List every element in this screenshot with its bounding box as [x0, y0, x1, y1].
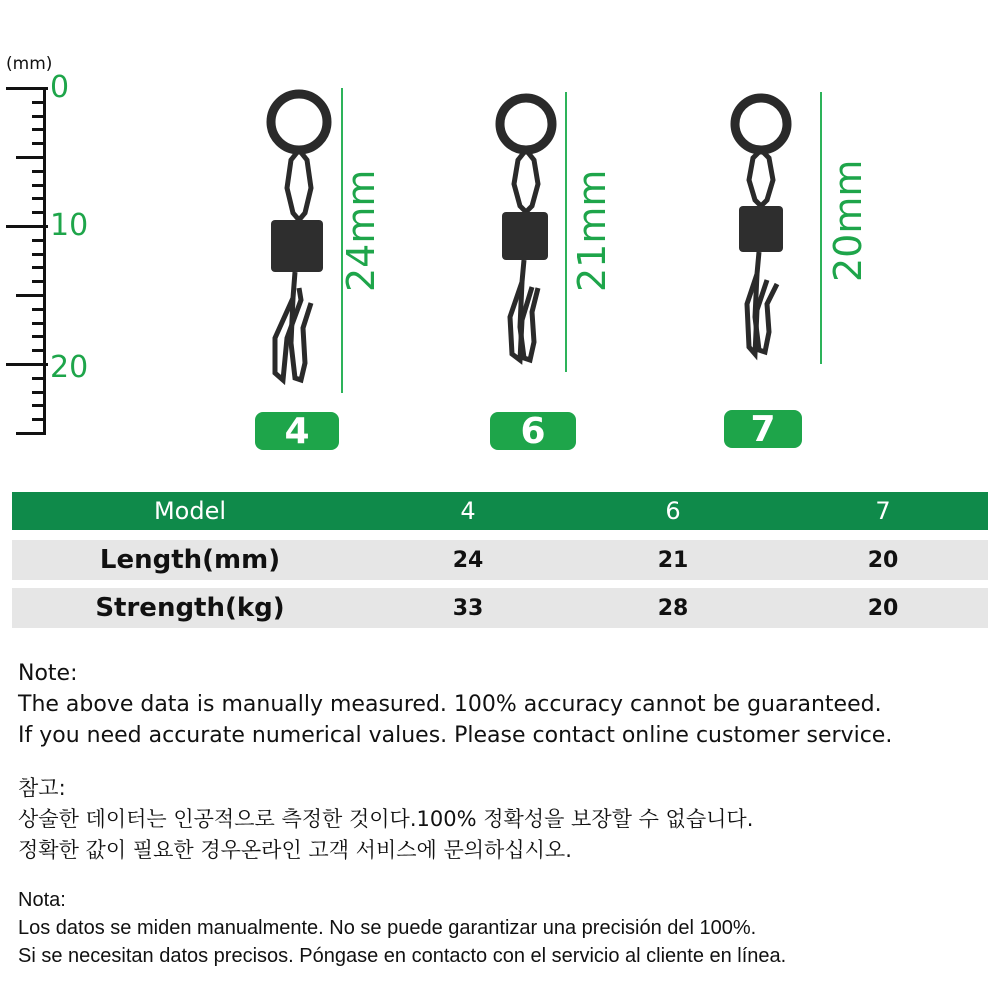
measurement-ruler [0, 0, 110, 460]
ruler-tick [6, 363, 48, 366]
note-line: 정확한 값이 필요한 경우온라인 고객 서비스에 문의하십시오. [18, 838, 572, 862]
note-korean [18, 773, 753, 866]
ruler-tick [32, 197, 46, 200]
note-line: Los datos se miden manualmente. No se puede garantizar una precisión del 100%. [18, 917, 757, 939]
ruler-tick [16, 432, 46, 435]
size-label-model-7: 20mm [826, 159, 870, 282]
table-header-cell: 4 [460, 497, 476, 525]
ruler-tick [32, 377, 46, 380]
ruler-tick [16, 294, 46, 297]
note-line: Si se necesitan datos precisos. Póngase en contacto con el servicio al cliente en línea. [18, 945, 787, 967]
table-cell: 24 [452, 547, 484, 573]
table-header-cell: Model [153, 497, 227, 525]
size-guide-line [565, 92, 567, 372]
ruler-tick [32, 142, 46, 145]
table-cell: 20 [867, 595, 899, 621]
ruler-tick [32, 404, 46, 407]
table-cell: 20 [867, 547, 899, 573]
ruler-label-10: 10 [50, 208, 89, 243]
table-row [12, 588, 988, 628]
ruler-tick [32, 239, 46, 242]
ruler-tick [32, 322, 46, 325]
size-label-model-4: 24mm [339, 169, 383, 292]
size-label-model-6: 21mm [570, 169, 614, 292]
table-cell: 33 [452, 595, 484, 621]
note-line: 상술한 데이터는 인공적으로 측정한 것이다.100% 정확성을 보장할 수 없습니다. [18, 807, 754, 831]
swivel-image-model-7 [725, 92, 805, 367]
ruler-tick [32, 115, 46, 118]
ruler-tick [6, 225, 48, 228]
table-row-label: Length(mm) [99, 545, 281, 575]
ruler-tick [32, 211, 46, 214]
ruler-tick [32, 349, 46, 352]
ruler-spine [43, 88, 46, 434]
ruler-tick [32, 391, 46, 394]
ruler-tick [32, 101, 46, 104]
table-row [12, 540, 988, 580]
ruler-tick [6, 87, 48, 90]
note-title: 참고: [18, 776, 66, 800]
note-spanish [18, 886, 786, 970]
table-cell: 21 [657, 547, 689, 573]
ruler-tick [32, 170, 46, 173]
ruler-label-20: 20 [50, 350, 89, 385]
note-line: If you need accurate numerical values. Please contact online customer service. [18, 723, 893, 748]
model-badge-4: 4 [255, 412, 339, 450]
ruler-tick [32, 184, 46, 187]
note-english [18, 658, 892, 751]
table-header-row [12, 492, 988, 530]
table-header-cell: 6 [665, 497, 681, 525]
ruler-unit-label: (mm) [6, 54, 53, 74]
ruler-tick [32, 308, 46, 311]
ruler-tick [16, 156, 46, 159]
table-row-label: Strength(kg) [95, 593, 285, 623]
ruler-tick [32, 335, 46, 338]
note-line: The above data is manually measured. 100% accuracy cannot be guaranteed. [18, 692, 882, 717]
swivel-image-model-4 [255, 88, 345, 398]
ruler-tick [32, 266, 46, 269]
model-badge-6: 6 [490, 412, 576, 450]
note-title: Note: [18, 661, 78, 686]
ruler-tick [32, 128, 46, 131]
size-guide-line [820, 92, 822, 364]
ruler-label-0: 0 [50, 70, 70, 105]
note-title: Nota: [18, 889, 66, 911]
model-badge-7: 7 [724, 410, 802, 448]
ruler-tick [32, 418, 46, 421]
swivel-image-model-6 [490, 92, 575, 377]
table-cell: 28 [657, 595, 689, 621]
ruler-tick [32, 253, 46, 256]
ruler-tick [32, 280, 46, 283]
table-header-cell: 7 [875, 497, 891, 525]
